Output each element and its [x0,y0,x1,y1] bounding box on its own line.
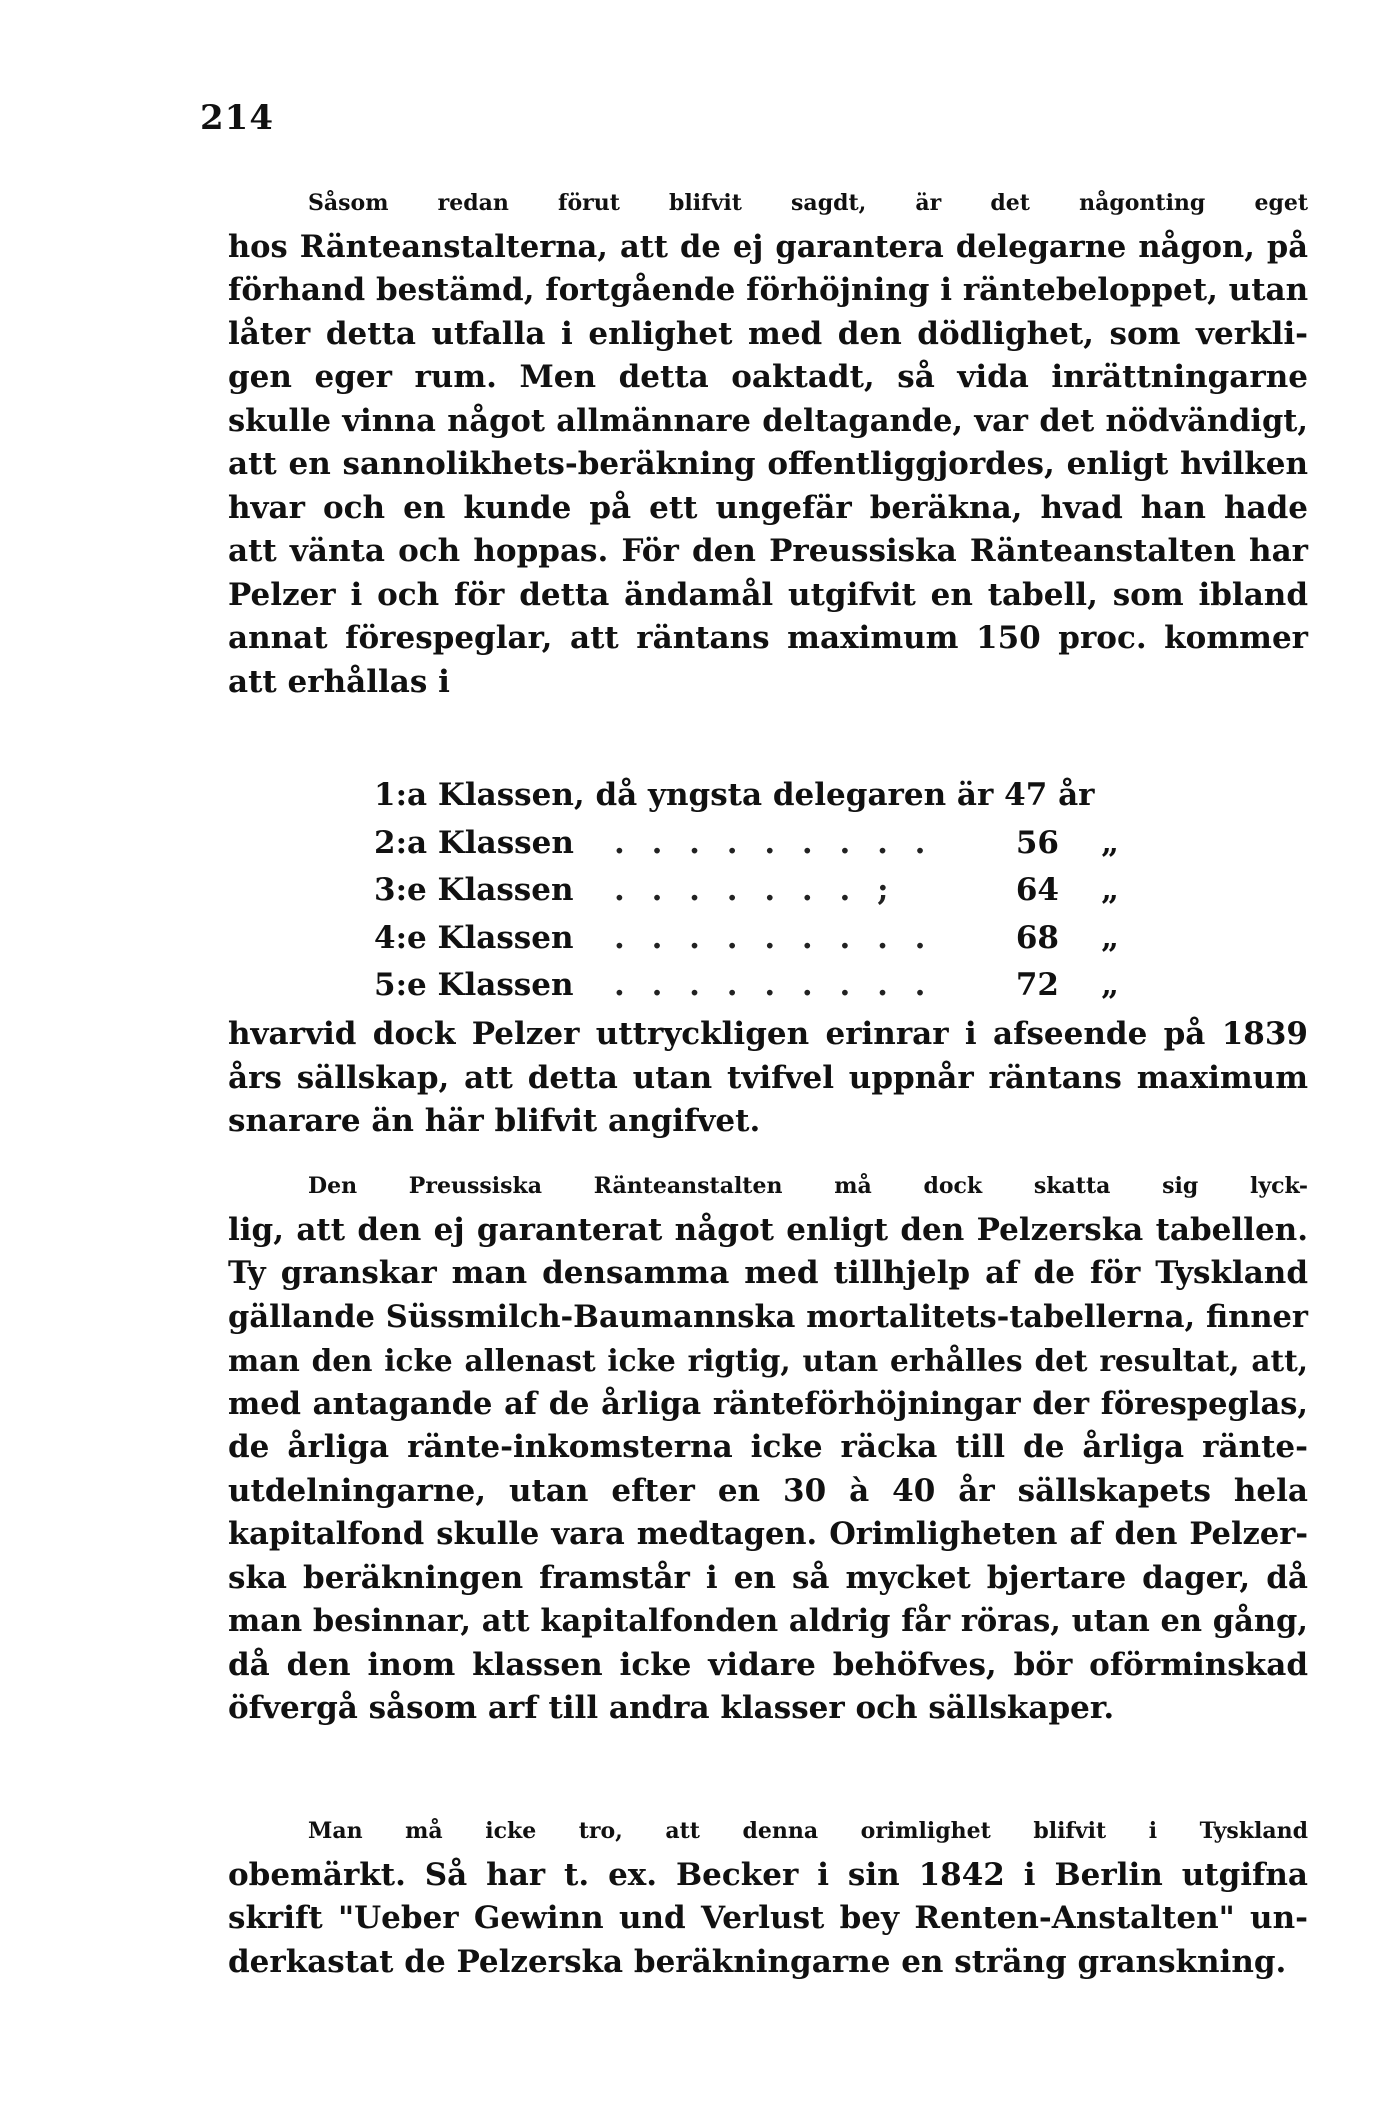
dot-leader: . . . . . . . . . [614,824,934,861]
text-line: Såsom redan förut blifvit sagdt, är det någonting eget [308,190,1308,216]
text-line: med antagande af de årliga ränteförhöjningar der förespeglas, [228,1385,1308,1422]
ditto-mark: „ [1101,919,1119,956]
text-line: hvarvid dock Pelzer uttryckligen erinrar i afseende på 1839 [228,1016,1308,1052]
text-line: lig, att den ej garanterat något enligt den Pelzerska tabellen. [228,1211,1308,1248]
age-value: 56 [1015,824,1059,861]
table-row [374,962,1134,1010]
table-first-row: 1:a Klassen, då yngsta delegaren är 47 år [374,777,1095,813]
text-line: derkastat de Pelzerska beräkningarne en sträng granskning. [228,1943,1287,1980]
age-value: 68 [1015,919,1059,956]
text-line: kapitalfond skulle vara medtagen. Orimligheten af den Pelzer- [228,1516,1308,1552]
text-line: skulle vinna något allmännare deltagande, var det nödvändigt, [228,402,1308,439]
age-value: 64 [1015,872,1059,908]
text-line: de årliga ränte-inkomsterna icke räcka till de årliga ränte- [228,1429,1308,1465]
class-label: 4:e Klassen [374,919,574,956]
text-line: snarare än här blifvit angifvet. [228,1103,761,1139]
table-row [374,915,1134,963]
dot-leader: . . . . . . . . . [614,919,934,956]
text-line: då den inom klassen icke vidare behöfves, bör oförminskad [228,1646,1308,1683]
dot-leader: . . . . . . . . . [614,967,934,1003]
text-line: att erhållas i [228,663,450,700]
ditto-mark: „ [1101,872,1119,908]
text-line: att vänta och hoppas. För den Preussiska Ränteanstalten har [228,533,1308,569]
ditto-mark: „ [1101,824,1119,861]
text-line: Pelzer i och för detta ändamål utgifvit en tabell, som ibland [228,576,1308,613]
text-line: ska beräkningen framstår i en så mycket bjertare dager, då [228,1559,1308,1596]
text-line: hos Ränteanstalterna, att de ej garantera delegarne någon, på [228,228,1308,265]
text-line: förhand bestämd, fortgående förhöjning i räntebeloppet, utan [228,272,1309,308]
text-line: års sällskap, att detta utan tvifvel uppnår räntans maximum [228,1059,1308,1096]
text-line: gällande Süssmilch-Baumannska mortalitets-tabellerna, finner [228,1298,1308,1335]
paragraph-1-continued [228,1013,1308,1144]
text-line: utdelningarne, utan efter en 30 à 40 år sällskapets hela [228,1472,1308,1509]
paragraph-1 [228,182,1308,704]
age-value: 72 [1015,967,1059,1003]
class-label: 5:e Klassen [374,967,574,1003]
text-line: att en sannolikhets-beräkning offentliggjordes, enligt hvilken [228,446,1308,482]
text-line: låter detta utfalla i enlighet med den dödlighet, som verkli- [228,315,1308,352]
text-line: Ty granskar man densamma med tillhjelp af de för Tyskland [228,1255,1308,1291]
table-row [374,772,1134,820]
text-line: annat förespeglar, att räntans maximum 150 proc. kommer [228,620,1308,656]
text-line: gen eger rum. Men detta oaktadt, så vida inrättningarne [228,359,1308,395]
text-line: Man må icke tro, att denna orimlighet blifvit i Tyskland [308,1818,1308,1844]
text-line: hvar och en kunde på ett ungefär beräkna, hvad han hade [228,489,1308,526]
text-line: Den Preussiska Ränteanstalten må dock skatta sig lyck- [308,1173,1308,1199]
paragraph-3 [228,1810,1308,1984]
text-line: obemärkt. Så har t. ex. Becker i sin 1842 i Berlin utgifna [228,1856,1308,1893]
dot-leader: . . . . . . . ; [614,872,897,908]
table-row [374,820,1134,868]
ditto-mark: „ [1101,967,1119,1003]
text-line: skrift "Ueber Gewinn und Verlust bey Renten-Anstalten" un- [228,1900,1308,1936]
text-line: man besinnar, att kapitalfonden aldrig får röras, utan en gång, [228,1603,1308,1639]
class-age-table [374,772,1134,1010]
table-row [374,867,1134,915]
text-line: man den icke allenast icke rigtig, utan erhålles det resultat, att, [228,1343,1308,1378]
paragraph-2 [228,1165,1308,1731]
class-label: 3:e Klassen [374,872,574,908]
class-label: 2:a Klassen [374,824,574,861]
text-line: öfvergå såsom arf till andra klasser och sällskaper. [228,1690,1115,1726]
page-number: 214 [200,98,274,138]
